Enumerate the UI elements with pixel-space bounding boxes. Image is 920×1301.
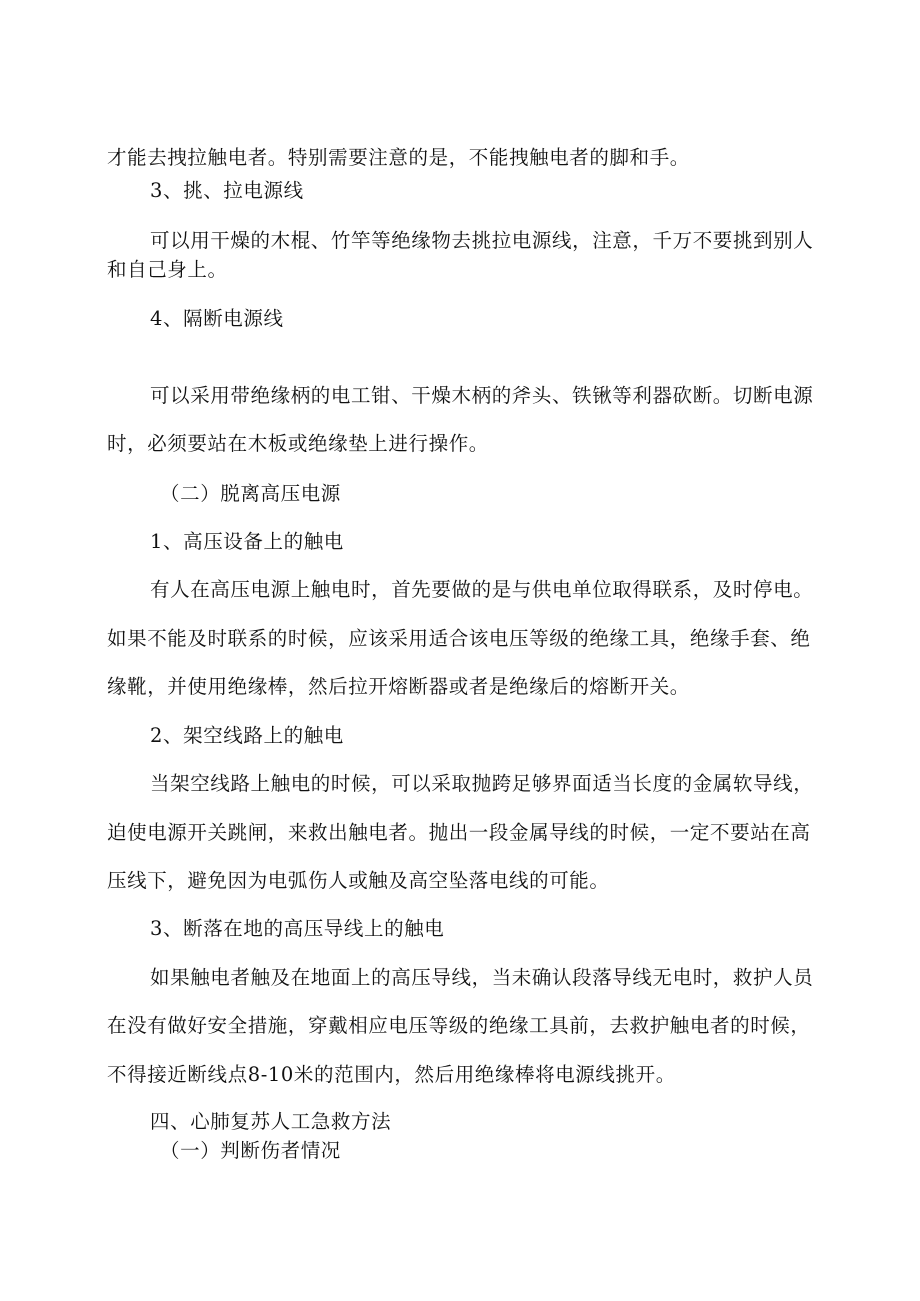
section-heading: （二）脱离高压电源 bbox=[160, 482, 341, 505]
text-line: 可以采用带绝缘柄的电工钳、干燥木柄的斧头、铁锹等利器砍断。切断电源 bbox=[150, 384, 814, 407]
section-heading: 1、高压设备上的触电 bbox=[150, 530, 344, 553]
section-heading: 四、心肺复苏人工急救方法 bbox=[150, 1110, 392, 1133]
text-line: 如果不能及时联系的时候，应该采用适合该电压等级的绝缘工具，绝缘手套、绝 bbox=[107, 627, 811, 650]
section-heading: （一）判断伤者情况 bbox=[160, 1139, 341, 1162]
text-line: 和自己身上。 bbox=[107, 258, 228, 281]
text-line: 才能去拽拉触电者。特别需要注意的是，不能拽触电者的脚和手。 bbox=[107, 146, 690, 169]
section-heading: 4、隔断电源线 bbox=[150, 307, 284, 330]
section-heading: 3、断落在地的高压导线上的触电 bbox=[150, 917, 445, 940]
text-line: 迫使电源开关跳闸，来救出触电者。抛出一段金属导线的时候，一定不要站在高 bbox=[107, 821, 811, 844]
text-line: 有人在高压电源上触电时，首先要做的是与供电单位取得联系，及时停电。 bbox=[150, 578, 814, 601]
text-line: 如果触电者触及在地面上的高压导线，当未确认段落导线无电时，救护人员 bbox=[150, 966, 814, 989]
section-heading: 2、架空线路上的触电 bbox=[150, 724, 344, 747]
text-line: 时，必须要站在木板或绝缘垫上进行操作。 bbox=[107, 432, 489, 455]
text-line: 当架空线路上触电的时候，可以采取抛跨足够界面适当长度的金属软导线， bbox=[150, 772, 814, 795]
text-line: 不得接近断线点8-10米的范围内，然后用绝缘棒将电源线挑开。 bbox=[107, 1063, 676, 1086]
text-line: 可以用干燥的木棍、竹竿等绝缘物去挑拉电源线，注意，千万不要挑到别人 bbox=[150, 229, 814, 252]
text-line: 缘靴，并使用绝缘棒，然后拉开熔断器或者是绝缘后的熔断开关。 bbox=[107, 675, 690, 698]
text-line: 压线下，避免因为电弧伤人或触及高空坠落电线的可能。 bbox=[107, 869, 610, 892]
text-line: 在没有做好安全措施，穿戴相应电压等级的绝缘工具前，去救护触电者的时候， bbox=[107, 1014, 811, 1037]
section-heading: 3、挑、拉电源线 bbox=[150, 179, 304, 202]
